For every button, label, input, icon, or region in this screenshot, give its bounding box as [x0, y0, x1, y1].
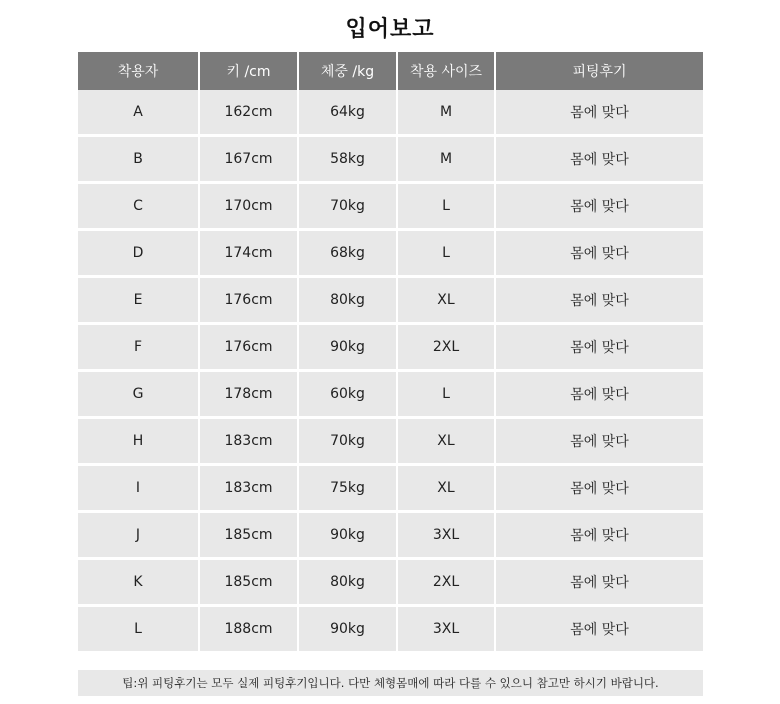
cell-weight: 90kg [299, 325, 398, 372]
cell-size: 2XL [398, 560, 496, 607]
cell-height: 185cm [200, 560, 299, 607]
cell-height: 176cm [200, 325, 299, 372]
cell-wearer: F [78, 325, 200, 372]
cell-height: 185cm [200, 513, 299, 560]
table-row [78, 137, 703, 184]
cell-fit-review: 몸에 맞다 [496, 231, 703, 278]
cell-weight: 64kg [299, 90, 398, 137]
cell-size: M [398, 90, 496, 137]
cell-size: XL [398, 278, 496, 325]
header-fit-review: 피팅후기 [496, 52, 703, 90]
cell-fit-review: 몸에 맞다 [496, 560, 703, 607]
cell-weight: 80kg [299, 278, 398, 325]
table-row [78, 184, 703, 231]
table-row [78, 513, 703, 560]
cell-fit-review: 몸에 맞다 [496, 278, 703, 325]
cell-size: 2XL [398, 325, 496, 372]
table-row [78, 278, 703, 325]
cell-height: 170cm [200, 184, 299, 231]
cell-size: XL [398, 466, 496, 513]
table-row [78, 560, 703, 607]
cell-size: 3XL [398, 607, 496, 654]
cell-height: 188cm [200, 607, 299, 654]
cell-wearer: G [78, 372, 200, 419]
cell-fit-review: 몸에 맞다 [496, 137, 703, 184]
cell-fit-review: 몸에 맞다 [496, 607, 703, 654]
cell-wearer: I [78, 466, 200, 513]
cell-weight: 58kg [299, 137, 398, 184]
cell-size: XL [398, 419, 496, 466]
cell-fit-review: 몸에 맞다 [496, 90, 703, 137]
cell-fit-review: 몸에 맞다 [496, 419, 703, 466]
cell-wearer: H [78, 419, 200, 466]
cell-fit-review: 몸에 맞다 [496, 325, 703, 372]
cell-weight: 80kg [299, 560, 398, 607]
cell-wearer: E [78, 278, 200, 325]
page-title: 입어보고 [345, 17, 435, 42]
table-row [78, 372, 703, 419]
header-weight: 체중 /kg [299, 52, 398, 90]
table-row [78, 466, 703, 513]
cell-wearer: J [78, 513, 200, 560]
cell-weight: 90kg [299, 513, 398, 560]
header-height: 키 /cm [200, 52, 299, 90]
cell-weight: 90kg [299, 607, 398, 654]
table-row [78, 419, 703, 466]
cell-height: 178cm [200, 372, 299, 419]
header-wearer: 착용자 [78, 52, 200, 90]
cell-wearer: L [78, 607, 200, 654]
cell-wearer: A [78, 90, 200, 137]
cell-wearer: D [78, 231, 200, 278]
cell-height: 176cm [200, 278, 299, 325]
table-row [78, 607, 703, 654]
size-fitting-table [78, 52, 703, 654]
table-header-row [78, 52, 703, 90]
cell-weight: 70kg [299, 419, 398, 466]
fitting-tip-note: 팁:위 피팅후기는 모두 실제 피팅후기입니다. 다만 체형몸매에 따라 다를 수 있으니 참고만 하시기 바랍니다. [78, 670, 703, 696]
cell-fit-review: 몸에 맞다 [496, 513, 703, 560]
cell-wearer: K [78, 560, 200, 607]
header-size: 착용 사이즈 [398, 52, 496, 90]
cell-size: 3XL [398, 513, 496, 560]
cell-size: L [398, 372, 496, 419]
cell-size: L [398, 184, 496, 231]
cell-height: 162cm [200, 90, 299, 137]
table-row [78, 325, 703, 372]
cell-weight: 60kg [299, 372, 398, 419]
cell-size: L [398, 231, 496, 278]
cell-size: M [398, 137, 496, 184]
cell-height: 174cm [200, 231, 299, 278]
cell-height: 183cm [200, 419, 299, 466]
cell-weight: 75kg [299, 466, 398, 513]
cell-fit-review: 몸에 맞다 [496, 466, 703, 513]
table-row [78, 90, 703, 137]
cell-fit-review: 몸에 맞다 [496, 372, 703, 419]
cell-weight: 70kg [299, 184, 398, 231]
cell-wearer: B [78, 137, 200, 184]
cell-height: 167cm [200, 137, 299, 184]
cell-fit-review: 몸에 맞다 [496, 184, 703, 231]
cell-weight: 68kg [299, 231, 398, 278]
table-row [78, 231, 703, 278]
cell-height: 183cm [200, 466, 299, 513]
cell-wearer: C [78, 184, 200, 231]
